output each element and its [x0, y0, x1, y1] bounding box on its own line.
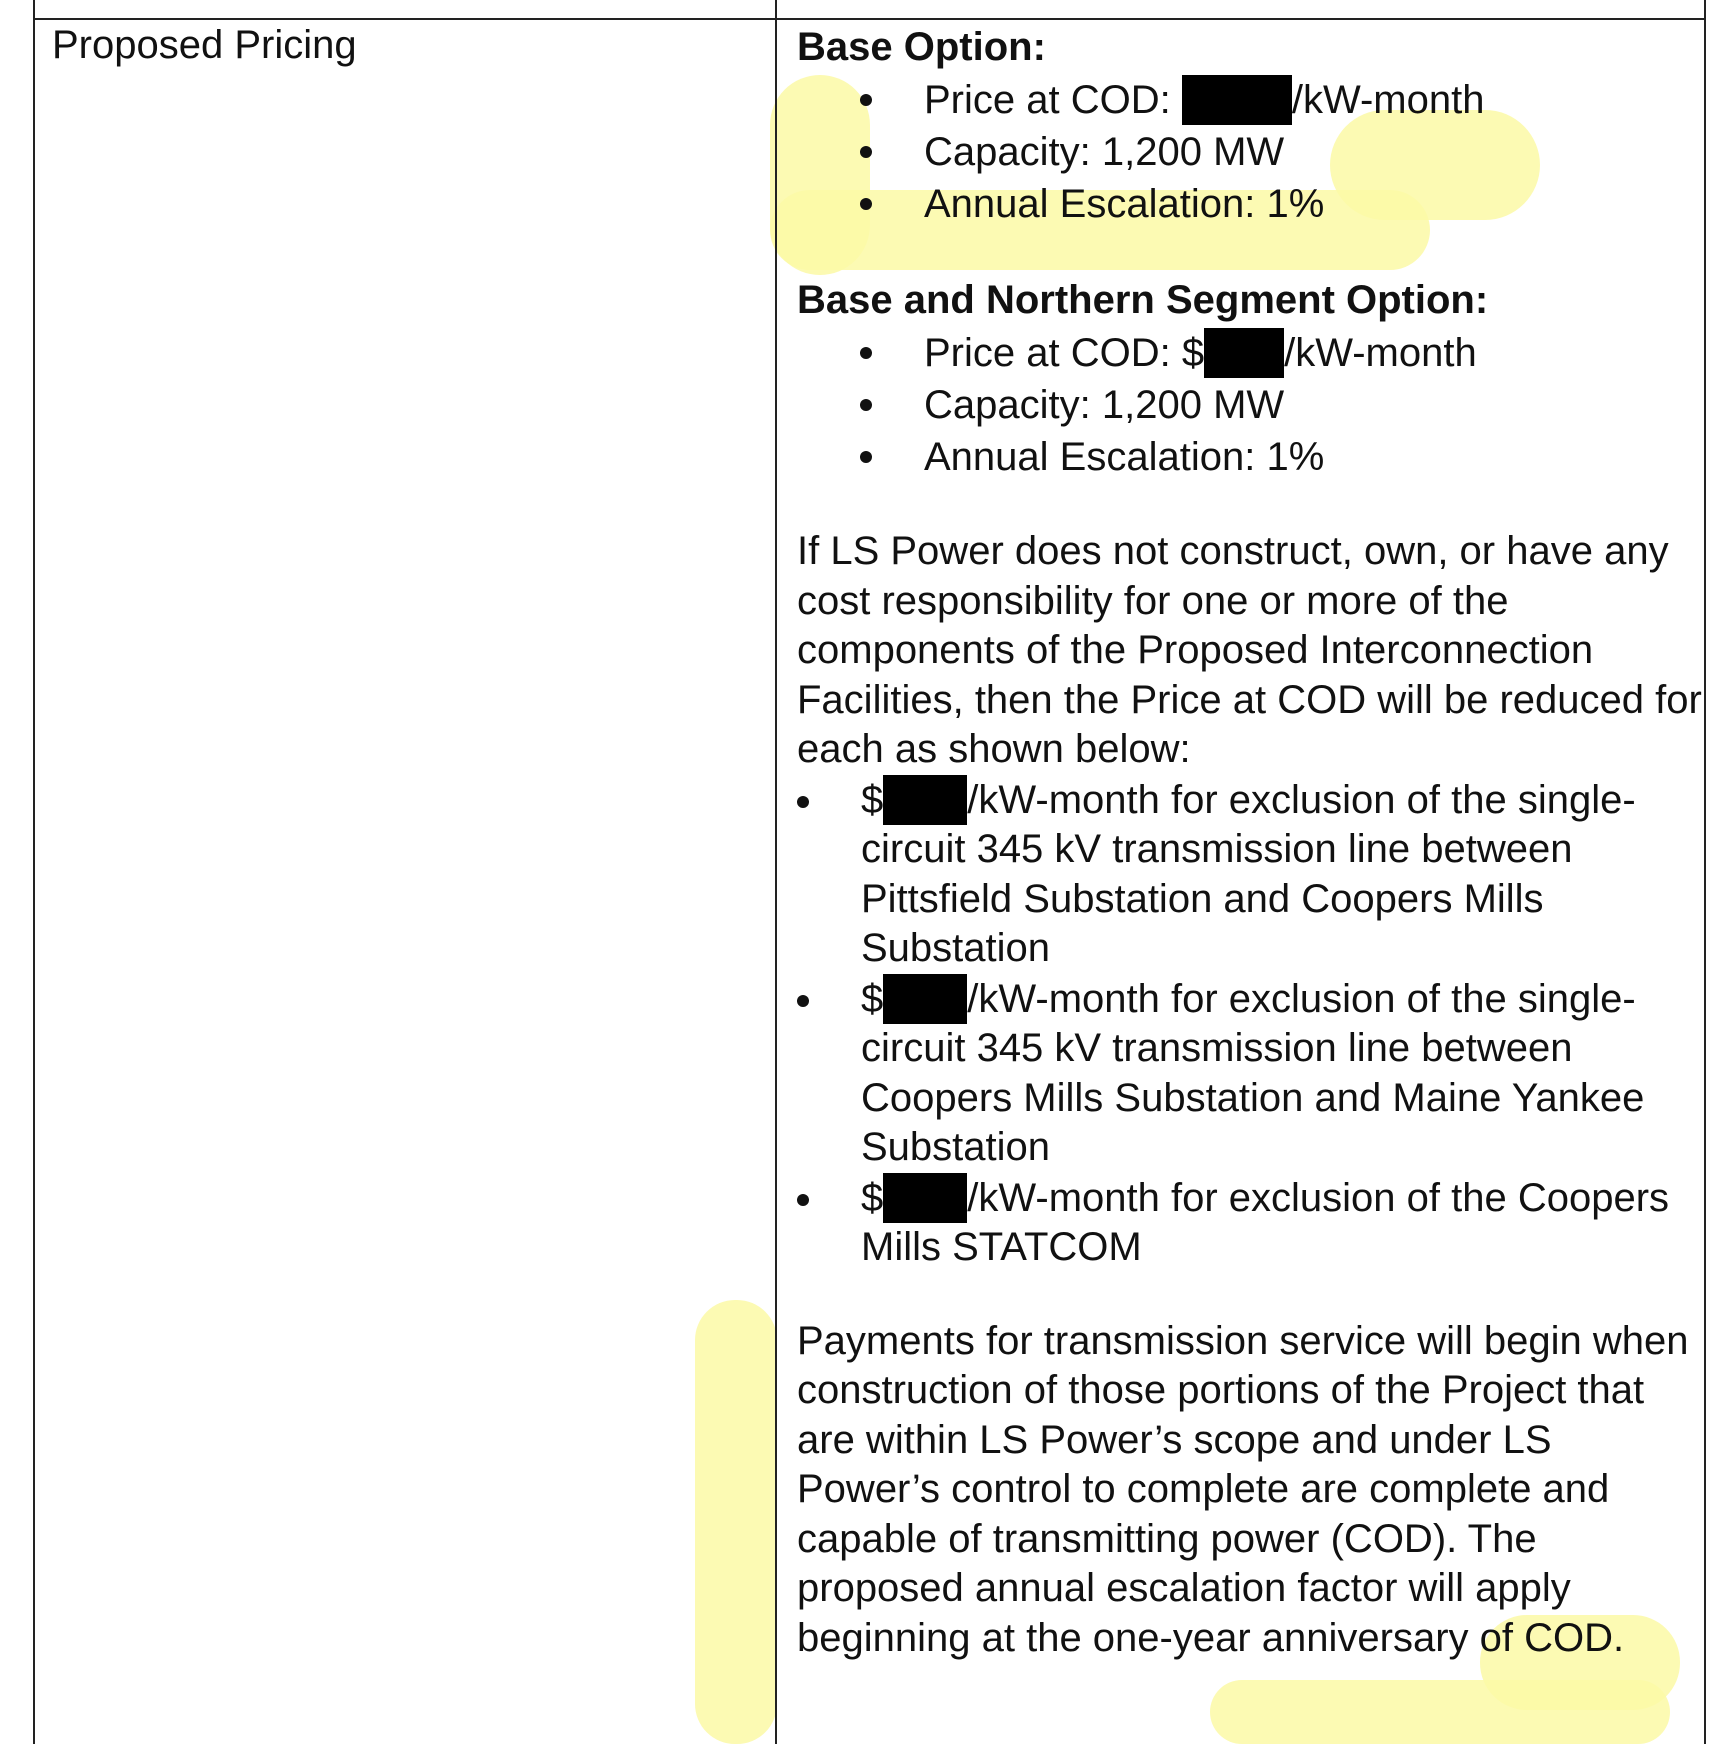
highlight-mark-bottom-strip [1210, 1680, 1670, 1744]
dollar-sign: $ [861, 976, 884, 1021]
dollar-sign: $ [861, 777, 884, 822]
table-border-right [1704, 0, 1706, 1744]
list-item [797, 1173, 1702, 1273]
price-label: Price at COD: [924, 78, 1182, 122]
bullet-icon [860, 198, 872, 210]
redaction-block [883, 1173, 967, 1223]
table-border-left [33, 0, 35, 1744]
price-unit: /kW-month [1284, 331, 1477, 375]
list-item [797, 775, 1702, 974]
bullet-icon [797, 796, 809, 808]
escalation-text: Annual Escalation: 1% [924, 435, 1325, 479]
price-unit: /kW-month [1291, 78, 1485, 122]
base-option-list [797, 74, 1702, 230]
list-item [797, 126, 1702, 178]
bullet-icon [797, 995, 809, 1007]
redaction-block [1182, 75, 1292, 125]
payments-paragraph: Payments for transmission service will begin when construction of those portions of the Project that are within LS Power’s scope and under LS Power’s control to complete are complete and capable of transmitting power (COD). The proposed annual escalation factor will apply beginning at the one-year anniversary of COD. [797, 1318, 1689, 1660]
northern-option-heading: Base and Northern Segment Option: [797, 278, 1489, 322]
dollar-sign: $ [861, 1175, 884, 1220]
capacity-text: Capacity: 1,200 MW [924, 383, 1285, 427]
reduction-intro: If LS Power does not construct, own, or have any cost responsibility for one or more of the components of the Proposed Interconnection Facilities, then the Price at COD will be reduced for each as shown below: [797, 529, 1702, 771]
bullet-icon [860, 347, 872, 359]
bullet-icon [860, 451, 872, 463]
pricing-details-cell [797, 22, 1702, 1663]
capacity-text: Capacity: 1,200 MW [924, 130, 1285, 174]
price-label: Price at COD: $ [924, 331, 1205, 375]
reduction-text: /kW-month for exclusion of the Coopers Mills STATCOM [861, 1175, 1670, 1269]
list-item [797, 327, 1702, 379]
list-item [797, 178, 1702, 230]
bullet-icon [860, 399, 872, 411]
reduction-text: /kW-month for exclusion of the single-circuit 345 kV transmission line between Coopers Mills Substation and Maine Yankee Substation [861, 976, 1645, 1169]
escalation-text: Annual Escalation: 1% [924, 182, 1325, 226]
bullet-icon [860, 146, 872, 158]
base-option-heading: Base Option: [797, 25, 1046, 69]
list-item [797, 431, 1702, 483]
northern-option-list [797, 327, 1702, 483]
reduction-list [797, 775, 1702, 1273]
bullet-icon [797, 1194, 809, 1206]
row-label-cell [52, 20, 357, 70]
redaction-block [883, 974, 967, 1024]
row-label: Proposed Pricing [52, 23, 357, 67]
redaction-block [883, 775, 967, 825]
list-item [797, 74, 1702, 126]
reduction-text: /kW-month for exclusion of the single-circuit 345 kV transmission line between Pittsfield Substation and Coopers Mills Substation [861, 777, 1636, 970]
highlight-mark-bottom-left [695, 1300, 777, 1744]
redaction-block [1204, 328, 1284, 378]
bullet-icon [860, 94, 872, 106]
list-item [797, 379, 1702, 431]
list-item [797, 974, 1702, 1173]
table-border-middle [775, 0, 777, 1744]
